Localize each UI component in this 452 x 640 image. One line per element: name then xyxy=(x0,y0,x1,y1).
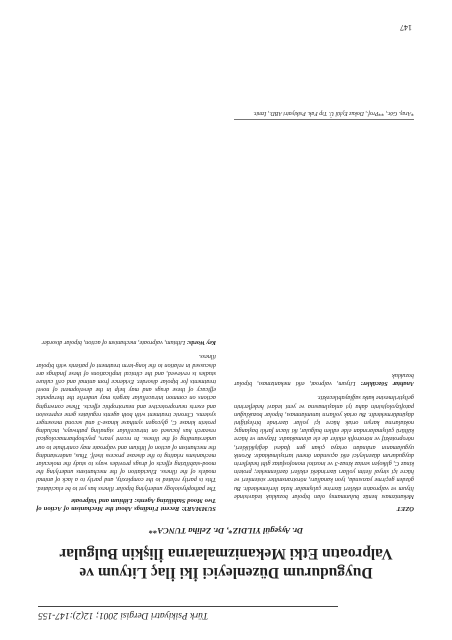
page-number: 147 xyxy=(400,23,412,32)
english-keywords xyxy=(36,338,216,346)
journal-citation: Türk Psikiyatri Dergisi 2001; 12(2):147-155 xyxy=(38,606,338,620)
author-footnote: *Araş. Gör., **Prof., Dokuz Eylül Ü. Tıp Fak. Psikiyatri ABD., İzmir. xyxy=(234,109,414,121)
turkish-keywords xyxy=(234,371,414,387)
english-keywords-text: Lithium, valproate, mechanism of action, bipolar disorder xyxy=(41,339,186,347)
author-list: Dr. Ayşegül YILDIZ*, Dr. Zeliha TUNCA** xyxy=(148,526,304,536)
english-summary-column xyxy=(36,52,216,512)
english-keywords-label: Key Words: xyxy=(186,339,216,347)
title-line-2: Valproatın Etki Mekanizmalarına İlişkin Bulgular xyxy=(59,545,393,562)
ozet-heading: ÖZET xyxy=(396,505,414,512)
title-line-1: Duygudurum Düzenleyici İki İlaç Lityum ve xyxy=(79,564,373,581)
summary-heading: SUMMARY: Recent Findings About the Mechanism of Action of Two Mood Stabilizing Agents: Lithium and Valproate xyxy=(36,496,216,512)
ozet-text: Mekanizması henüz bulunmamış olan bipolar bozukluk tedavisinde lityum ve valproatın etkileri üzerine çalışmalar hızla ilerlemektedir. Bu gözden geçirme yazısında, iyon kanalları, nörotransmitter sistemleri ve hücre içi sinyal iletim yolları üzerindeki etkileri özetlenmekte; protein kinaz C, glikojen sentaz kinaz-3 ve inozitol monofosfataz gibi hedeflerin duygudurum düzenleyici etki açısından önemi tartışılmaktadır. Kronik uygulamanın ardından ortaya çıkan gen ifadesi değişiklikleri, nöroprotektif ve nörotrofik etkiler de ele alınmaktadır. Hayvan ve hücre kültürü çalışmalarından elde edilen bulgular, iki ilacın farklı başlangıç noktalarına karşın ortak hücre içi yollar üzerinde birleştiğini düşündürmektedir. Bu ortak yolların tanımlanması, bipolar bozukluğun patofizyolojisinin daha iyi anlaşılmasına ve yeni tedavi hedeflerinin geliştirilmesine katkı sağlayabilecektir. xyxy=(234,394,414,500)
article-title xyxy=(40,544,412,582)
turkish-keywords-label: Anahtar Sözcükler: xyxy=(360,380,414,388)
turkish-keywords-text: Lityum, valproat, etki mekanizması, bipolar bozukluk xyxy=(234,371,414,388)
summary-text: The pathophysiology underlying bipolar illness has yet to be elucidated. This is partly related to the complexity, and partly to a lack of animal models of the illness. Elucidation of the mechanisms underlying the mood-stabilizing effects of drugs provides ways to study the molecular mechanisms relating to the disease process itself. Thus, understanding the mechanism of action of lithium and valproate may contribute to our understanding of the illness. In recent years, psychopharmacological research has focused on intracellular signaling pathways, including protein kinase C, glycogen synthase kinase-3 and second messenger systems. Chronic treatment with both agents regulates gene expression and exerts neuroprotective and neurotrophic effects. These converging actions on common intracellular targets may underlie the therapeutic efficacy of these drugs and may help in the development of novel treatments for bipolar disorder. Evidence from animal and cell culture studies is reviewed, and the clinical implications of these findings are discussed in relation to the long-term treatment of patients with bipolar illness. xyxy=(36,353,216,492)
